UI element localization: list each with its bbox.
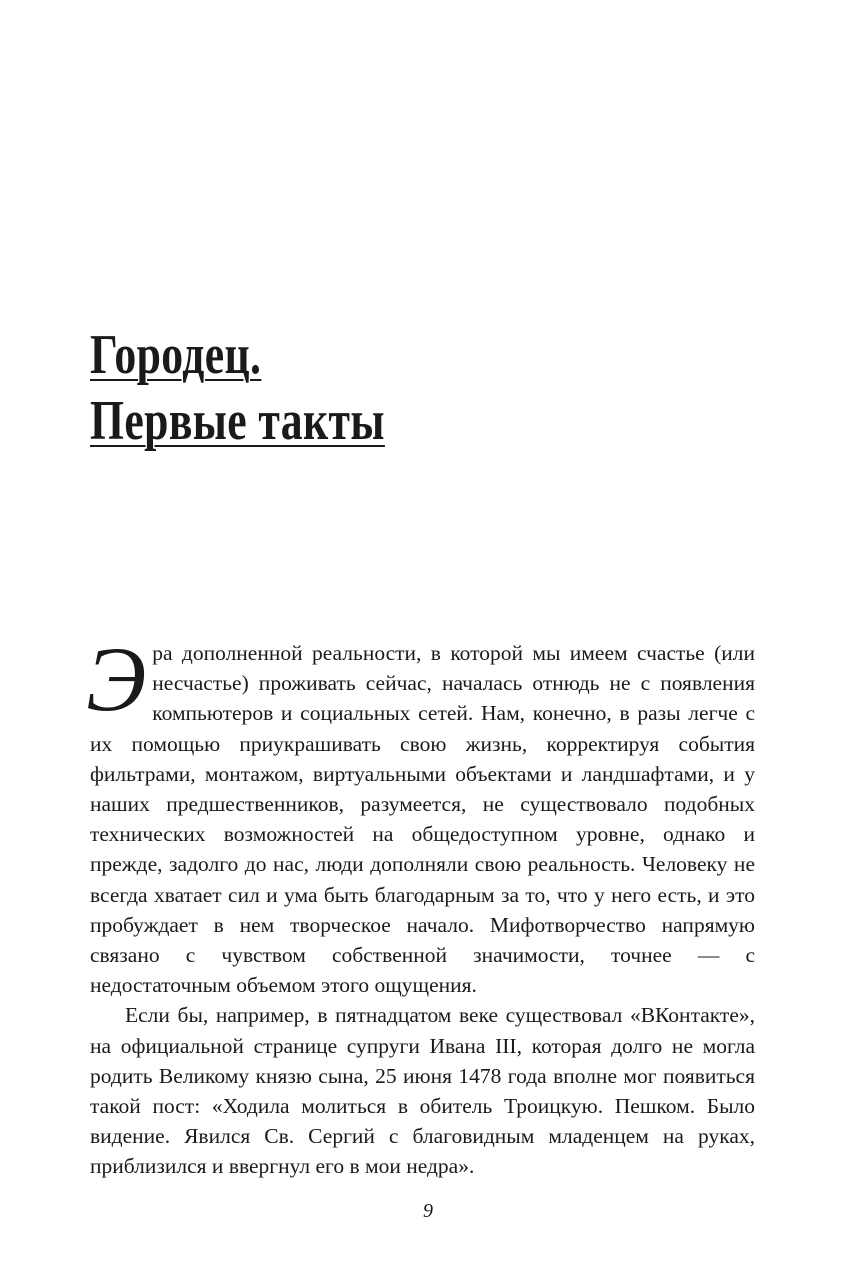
page-number: 9 <box>423 1200 433 1222</box>
paragraph-2: Если бы, например, в пятнадцатом веке существовал «ВКонтакте», на официальной странице супруги Ивана III, которая долго не могла родить Великому князю сына, 25 июня 1478 года вполне мог появиться такой пост: «Ходила молиться в обитель Троицкую. Пешком. Было видение. Явился Св. Сергий с благовидным младенцем на руках, приблизился и ввергнул его в мои недра». <box>90 1003 755 1179</box>
chapter-title <box>90 322 468 454</box>
paragraph-1-text: ра дополненной реальности, в которой мы имеем счастье (или несчастье) проживать сейчас, началась отнюдь не с появления компьютеров и социальных сетей. Нам, конечно, в разы легче с их помощью приукрашивать свою жизнь, корректируя события фильтрами, монтажом, виртуальными объектами и ландшафтами, и у наших предшественников, разумеется, не существовало подобных технических возможностей на общедоступном уровне, однако и прежде, задолго до нас, люди дополняли свою реальность. Человеку не всегда хватает сил и ума быть благодарным за то, что у него есть, и это пробуждает в нем творческое начало. Мифотворчество напрямую связано с чувством собственной значимости, точнее — с недостаточным объемом этого ощущения. <box>90 641 755 998</box>
paragraph-1 <box>86 628 755 1000</box>
chapter-title-line-2: Первые такты <box>90 390 385 452</box>
chapter-title-line-1: Городец. <box>90 324 262 386</box>
body-text <box>86 628 755 1182</box>
drop-cap: Э <box>86 628 147 730</box>
